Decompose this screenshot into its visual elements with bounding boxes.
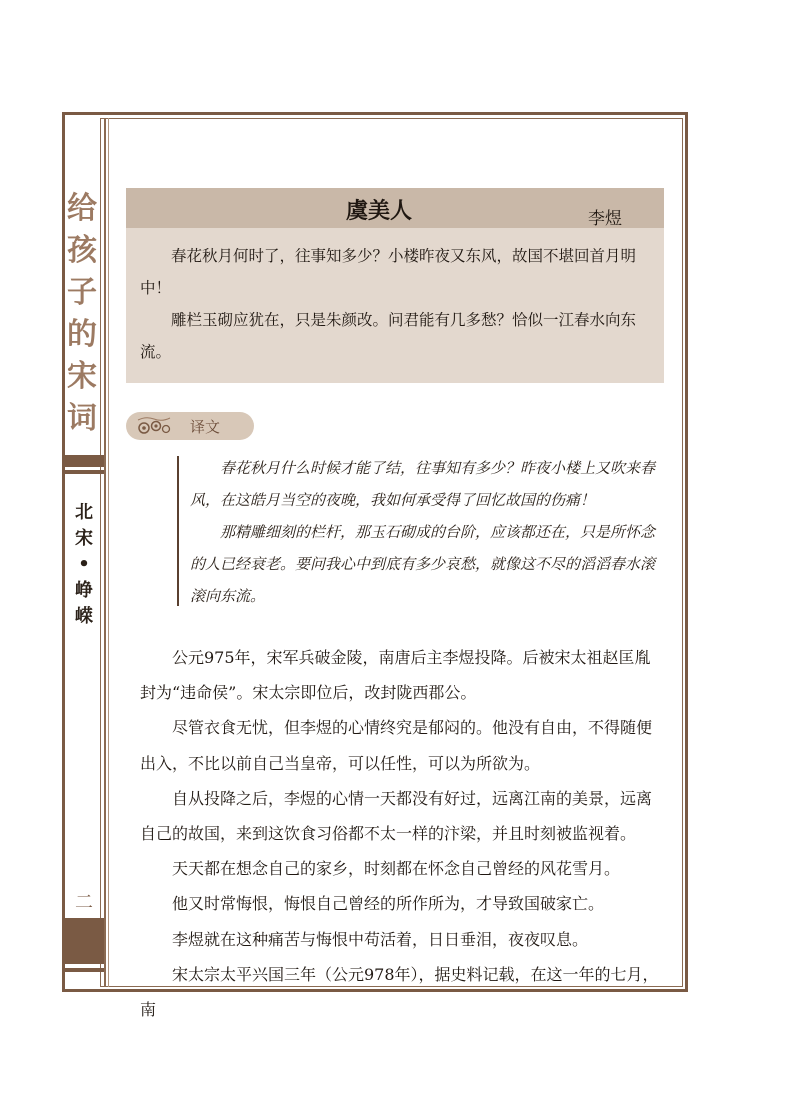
section-char: 嵘 [75,606,93,627]
book-title-char: 子 [67,275,97,310]
page-number: 二 [75,892,93,913]
body-text [140,640,664,1027]
section-char: 北 [75,502,93,523]
translation-badge [126,410,254,442]
translation-paragraph: 那精雕细刻的栏杆，那玉石砌成的台阶，应该都还在，只是所怀念的人已经衰老。要问我心中到底有多少哀愁，就像这不尽的滔滔春水滚滚向东流。 [190,523,656,605]
poem-line: 雕栏玉砌应犹在，只是朱颜改。问君能有几多愁？恰似一江春水向东流。 [140,311,637,361]
section-char: 宋 [75,528,93,549]
side-band-bottom-thin [64,968,104,972]
body-paragraph: 他又时常悔恨，悔恨自己曾经的所作所为，才导致国破家亡。 [172,894,605,914]
poem-header [126,188,664,228]
side-band-top [64,455,104,467]
frame-divider-line [104,118,106,987]
section-char: 峥 [75,580,93,601]
poem-line: 春花秋月何时了，往事知多少？小楼昨夜又东风，故国不堪回首月明中！ [140,247,637,297]
frame-divider-line-thin [108,118,109,987]
book-title-char: 词 [67,401,97,436]
book-title-char: 孩 [67,233,97,268]
poem-author: 李煜 [588,209,622,229]
book-title-char: 的 [67,317,97,352]
flower-ornament-icon [134,414,174,438]
poem-text [140,240,652,368]
side-band-top-thin [64,470,104,474]
translation-quote-bar [177,456,179,606]
translation-text [190,452,662,612]
section-char: • [78,554,90,575]
body-paragraph: 自从投降之后，李煜的心情一天都没有好过，远离江南的美景，远离自己的故国，来到这饮食习俗都不太一样的汴梁，并且时刻被监视着。 [140,788,653,844]
poem-box [126,188,664,383]
body-paragraph: 公元975年，宋军兵破金陵，南唐后主李煜投降。后被宋太祖赵匡胤封为“违命侯”。宋太宗即位后，改封陇西郡公。 [140,648,651,703]
section-title-vertical [68,500,100,630]
book-title-char: 给 [67,191,97,226]
book-title-char: 宋 [67,359,97,394]
translation-paragraph: 春花秋月什么时候才能了结，往事知有多少？昨夜小楼上又吹来春风，在这皓月当空的夜晚，我如何承受得了回忆故国的伤痛！ [190,459,656,509]
translation-label: 译文 [190,418,221,436]
body-paragraph: 宋太宗太平兴国三年（公元978年），据史料记载，在这一年的七月，南 [140,964,659,1020]
body-paragraph: 李煜就在这种痛苦与悔恨中苟活着，日日垂泪，夜夜叹息。 [172,929,589,949]
body-paragraph: 天天都在想念自己的家乡，时刻都在怀念自己曾经的风花雪月。 [172,859,621,879]
book-title-vertical [64,188,100,440]
poem-title: 虞美人 [346,199,413,224]
body-paragraph: 尽管衣食无忧，但李煜的心情终究是郁闷的。他没有自由，不得随便出入，不比以前自己当皇帝，可以任性，可以为所欲为。 [140,718,653,773]
side-band-bottom [64,918,104,964]
